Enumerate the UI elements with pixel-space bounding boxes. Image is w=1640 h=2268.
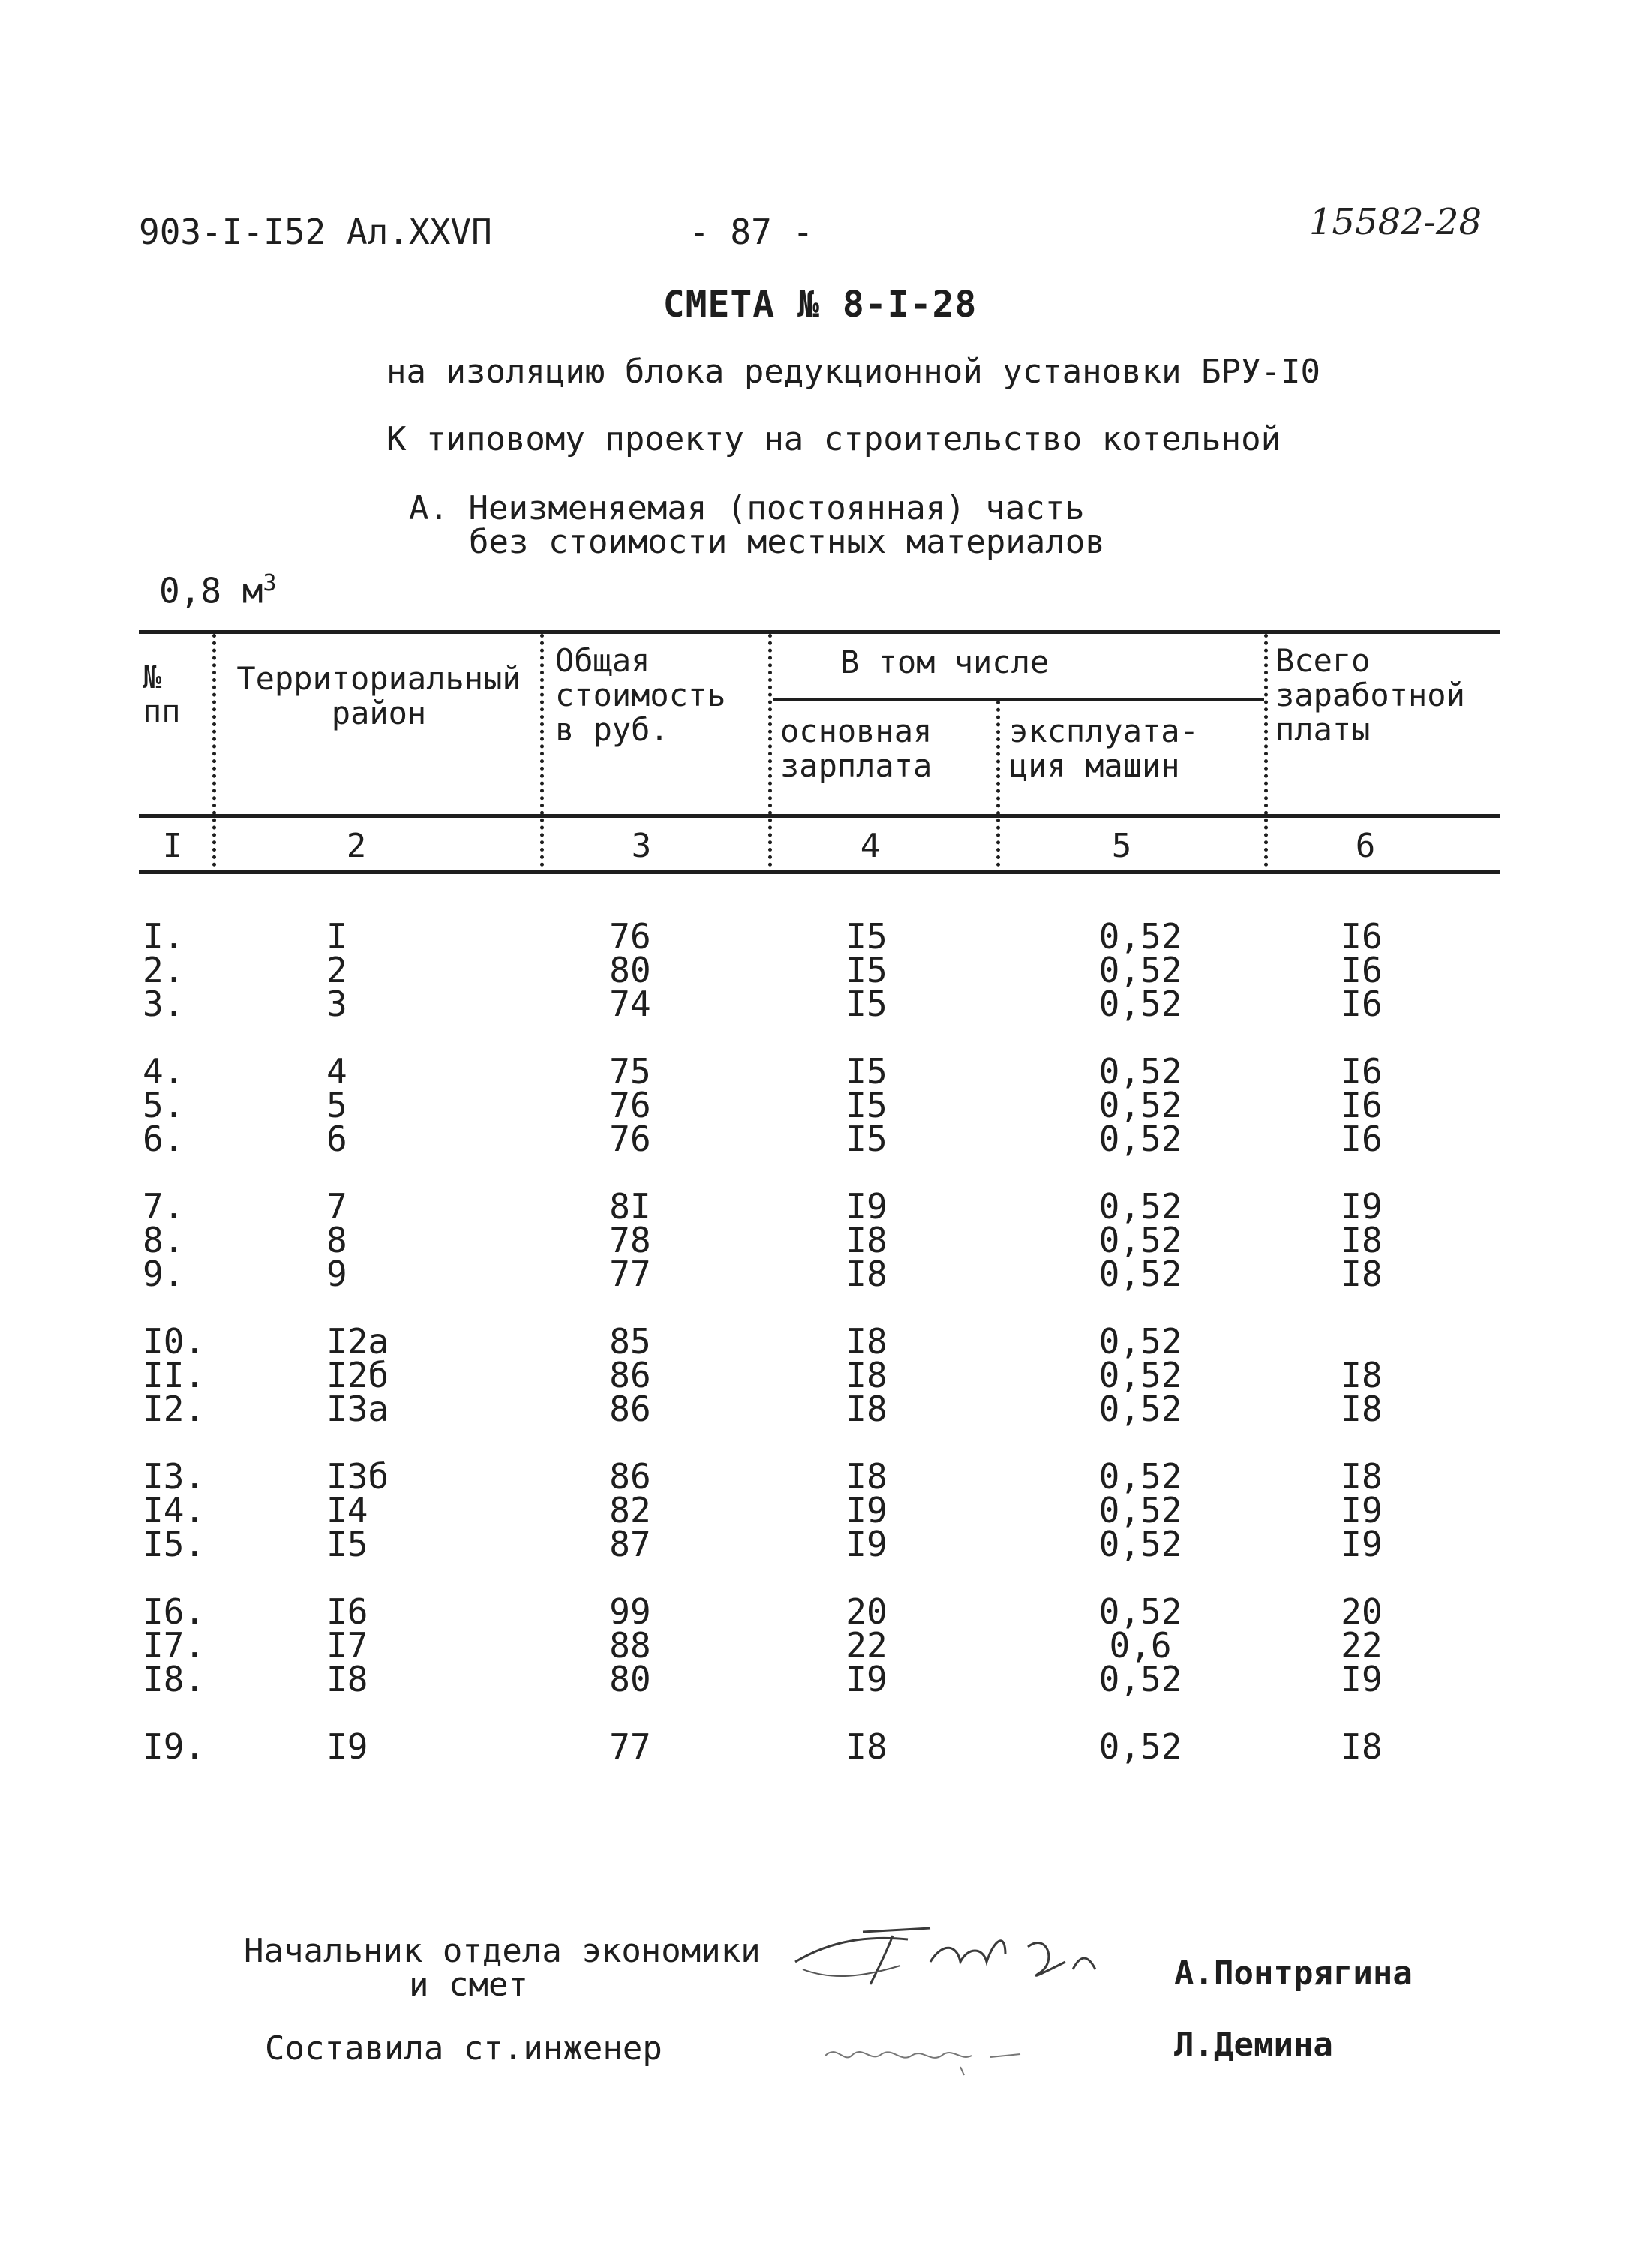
row-machines: 0,52 [1098,1490,1182,1531]
row-machines: 0,52 [1098,1051,1182,1092]
page-number: - 87 - [689,212,814,252]
row-number: I4. [143,1490,206,1531]
header-number: № пп [143,659,181,730]
row-number: 7. [143,1186,185,1227]
row-region: 4 [326,1051,347,1092]
row-total-wages: I6 [1341,1085,1383,1125]
document-code: 903-I-I52 Ал.XXVП [139,212,492,252]
row-machines: 0,52 [1098,950,1182,990]
row-number: 3. [143,984,185,1024]
estimate-project: К типовому проекту на строительство котельной [386,420,1281,458]
col-separator-2 [540,634,544,867]
row-number: 6. [143,1119,185,1159]
row-region: 2 [326,950,347,990]
row-region: 7 [326,1186,347,1227]
row-number: II. [143,1355,206,1395]
colnum-bottom-rule [139,870,1500,874]
row-total-wages: I8 [1341,1389,1383,1429]
header-machines: эксплуата- ция машин [1009,713,1199,784]
row-total-wages: I6 [1341,916,1383,957]
row-total-cost: 8I [609,1186,651,1227]
row-total-cost: 74 [609,984,651,1024]
row-total-cost: 77 [609,1726,651,1767]
row-number: I. [143,916,185,957]
row-base-wages: I8 [846,1389,888,1429]
handwritten-doc-number: 15582-28 [1309,201,1482,243]
row-base-wages: I5 [846,1085,888,1125]
row-base-wages: I5 [846,950,888,990]
row-machines: 0,52 [1098,1321,1182,1362]
row-total-wages: I9 [1341,1524,1383,1564]
group-rule [773,698,1264,701]
row-base-wages: I5 [846,984,888,1024]
row-total-cost: 86 [609,1456,651,1497]
row-region: I6 [326,1591,368,1632]
row-total-cost: 80 [609,950,651,990]
header-total-wages: Всего заработной платы [1275,642,1465,748]
row-total-wages: I6 [1341,984,1383,1024]
header-bottom-rule [139,814,1500,818]
compiler-name: Л.Демина [1174,2026,1333,2064]
row-total-cost: 80 [609,1659,651,1699]
row-total-cost: 76 [609,916,651,957]
row-total-wages: I8 [1341,1726,1383,1767]
colnum-2: 2 [346,827,367,865]
head-name: А.Понтрягина [1174,1954,1413,1993]
row-total-wages: 22 [1341,1625,1383,1666]
row-base-wages: I8 [846,1220,888,1260]
row-base-wages: I9 [846,1659,888,1699]
row-number: I8. [143,1659,206,1699]
row-machines: 0,52 [1098,1524,1182,1564]
row-machines: 0,52 [1098,1085,1182,1125]
row-total-wages: I8 [1341,1254,1383,1294]
estimate-subject: на изоляцию блока редукционной установки БРУ-I0 [386,353,1321,391]
row-machines: 0,6 [1109,1625,1172,1666]
head-title: Начальник отдела экономики [244,1932,761,1970]
row-region: I7 [326,1625,368,1666]
row-number: I6. [143,1591,206,1632]
row-total-wages: I6 [1341,1051,1383,1092]
row-region: I9 [326,1726,368,1767]
row-total-cost: 86 [609,1355,651,1395]
colnum-5: 5 [1111,827,1132,865]
row-base-wages: I8 [846,1254,888,1294]
row-total-wages: I9 [1341,1186,1383,1227]
row-region: I2а [326,1321,389,1362]
row-number: 2. [143,950,185,990]
part-heading-note: без стоимости местных материалов [469,523,1105,561]
row-number: 5. [143,1085,185,1125]
row-total-cost: 82 [609,1490,651,1531]
row-region: 3 [326,984,347,1024]
row-region: I3а [326,1389,389,1429]
row-number: I9. [143,1726,206,1767]
col-separator-5 [1264,634,1268,867]
row-base-wages: I5 [846,1051,888,1092]
row-total-cost: 99 [609,1591,651,1632]
header-total-cost: Общая стоимость в руб. [555,642,726,748]
row-region: 6 [326,1119,347,1159]
row-machines: 0,52 [1098,1726,1182,1767]
row-base-wages: I8 [846,1726,888,1767]
compiler-signature [818,2026,1043,2078]
row-total-wages: I6 [1341,950,1383,990]
row-region: I [326,916,347,957]
row-number: I0. [143,1321,206,1362]
row-region: I5 [326,1524,368,1564]
row-region: I8 [326,1659,368,1699]
row-total-cost: 76 [609,1119,651,1159]
row-number: 8. [143,1220,185,1260]
row-machines: 0,52 [1098,984,1182,1024]
row-machines: 0,52 [1098,1220,1182,1260]
row-number: I3. [143,1456,206,1497]
col-separator-4 [996,701,1000,867]
row-machines: 0,52 [1098,1591,1182,1632]
row-number: I2. [143,1389,206,1429]
row-total-cost: 77 [609,1254,651,1294]
row-base-wages: I5 [846,1119,888,1159]
row-region: I2б [326,1355,389,1395]
header-group: В том числе [840,644,1050,680]
row-total-wages: 20 [1341,1591,1383,1632]
row-number: I5. [143,1524,206,1564]
compiler-title: Составила ст.инженер [265,2029,662,2068]
col-separator-1 [212,634,216,867]
col-separator-3 [768,634,772,867]
row-region: I4 [326,1490,368,1531]
row-base-wages: I5 [846,916,888,957]
row-total-wages: I9 [1341,1490,1383,1531]
row-total-cost: 78 [609,1220,651,1260]
row-machines: 0,52 [1098,1254,1182,1294]
colnum-1: I [162,827,183,865]
volume-value: 0,8 м [159,570,263,611]
colnum-6: 6 [1355,827,1376,865]
colnum-3: 3 [631,827,652,865]
part-heading: А. Неизменяемая (постоянная) часть [409,489,1085,527]
colnum-4: 4 [860,827,881,865]
row-base-wages: I9 [846,1524,888,1564]
row-machines: 0,52 [1098,1659,1182,1699]
row-machines: 0,52 [1098,1355,1182,1395]
row-base-wages: I8 [846,1355,888,1395]
row-machines: 0,52 [1098,1456,1182,1497]
volume-label [159,570,277,611]
row-region: 9 [326,1254,347,1294]
row-base-wages: I9 [846,1186,888,1227]
row-region: 5 [326,1085,347,1125]
row-total-wages: I9 [1341,1659,1383,1699]
row-number: I7. [143,1625,206,1666]
row-total-cost: 85 [609,1321,651,1362]
header-base-wages: основная зарплата [780,713,933,784]
row-total-cost: 76 [609,1085,651,1125]
row-number: 4. [143,1051,185,1092]
row-total-wages: I8 [1341,1456,1383,1497]
head-title-cont: и смет [409,1966,528,2004]
row-total-cost: 75 [609,1051,651,1092]
row-total-cost: 86 [609,1389,651,1429]
row-machines: 0,52 [1098,1389,1182,1429]
row-total-wages: I6 [1341,1119,1383,1159]
row-base-wages: 22 [846,1625,888,1666]
row-region: I3б [326,1456,389,1497]
row-base-wages: I8 [846,1321,888,1362]
row-number: 9. [143,1254,185,1294]
row-total-cost: 87 [609,1524,651,1564]
estimate-title: СМЕТА № 8-I-28 [662,284,978,326]
row-base-wages: 20 [846,1591,888,1632]
head-signature [780,1909,1103,1992]
row-machines: 0,52 [1098,1186,1182,1227]
row-machines: 0,52 [1098,1119,1182,1159]
row-machines: 0,52 [1098,916,1182,957]
volume-exponent: 3 [263,570,277,596]
row-total-wages: I8 [1341,1355,1383,1395]
row-base-wages: I8 [846,1456,888,1497]
row-total-wages: I8 [1341,1220,1383,1260]
row-base-wages: I9 [846,1490,888,1531]
header-region: Территориальный район [236,660,521,731]
table-top-rule [139,630,1500,634]
row-region: 8 [326,1220,347,1260]
row-total-cost: 88 [609,1625,651,1666]
